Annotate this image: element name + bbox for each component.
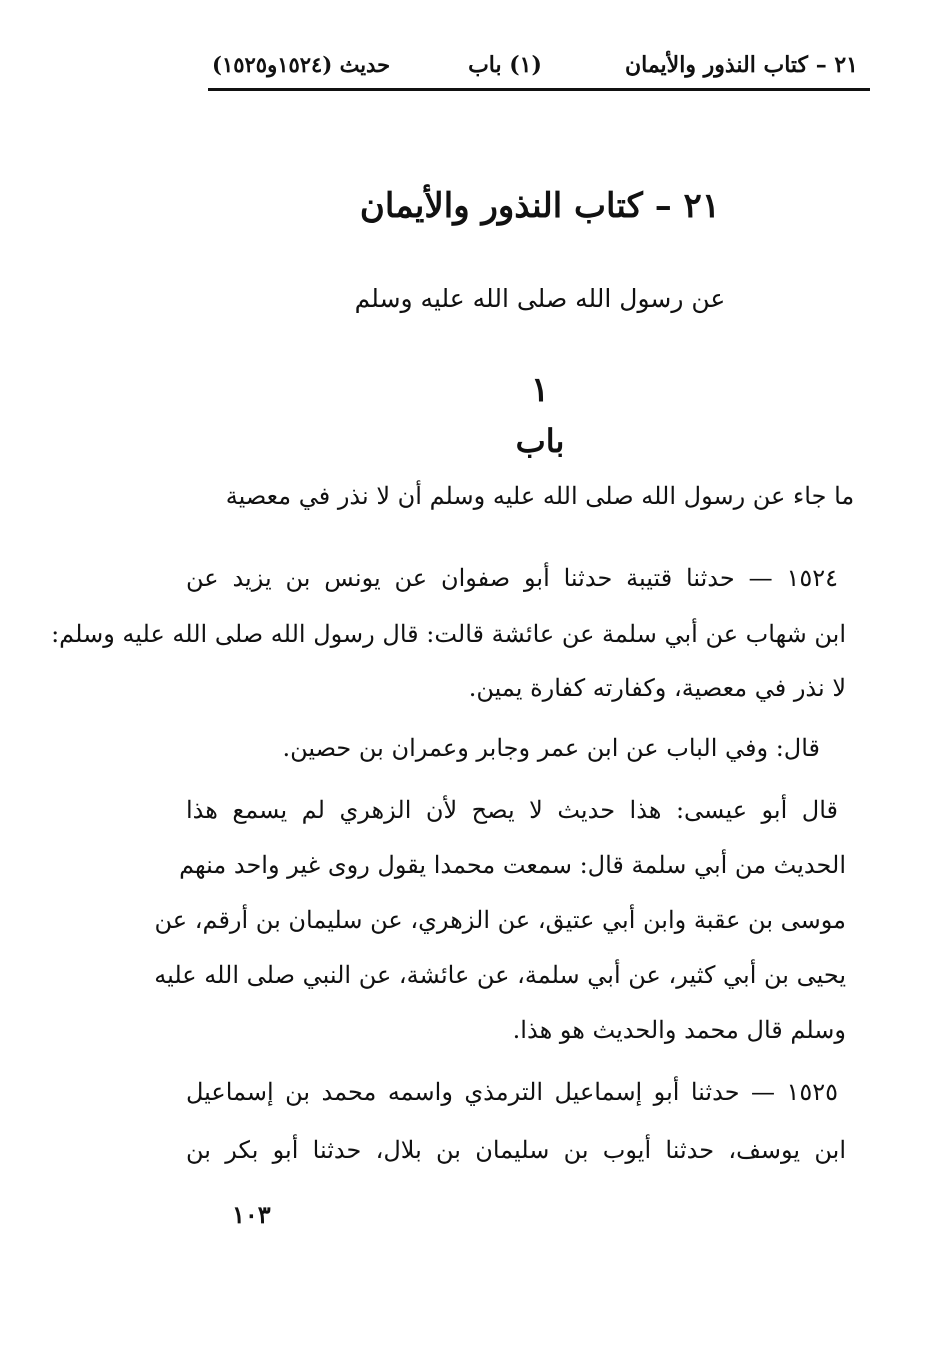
running-header-hadith-range: حديث (١٥٢٤و١٥٢٥) bbox=[212, 52, 391, 77]
chapter-label: باب bbox=[515, 422, 565, 460]
body-line: ١٥٢٥ — حدثنا أبو إسماعيل الترمذي واسمه محمد بن إسماعيل bbox=[186, 1078, 839, 1106]
body-line: الحديث من أبي سلمة قال: سمعت محمدا يقول روى غير واحد منهم bbox=[179, 851, 846, 879]
header-rule bbox=[208, 88, 870, 91]
body-line: ابن يوسف، حدثنا أيوب بن سليمان بن بلال، حدثنا أبو بكر بن bbox=[186, 1136, 846, 1164]
body-line: وسلم قال محمد والحديث هو هذا. bbox=[512, 1016, 846, 1044]
running-header-book: ٢١ – كتاب النذور والأيمان bbox=[624, 52, 858, 78]
body-line: موسى بن عقبة وابن أبي عتيق، عن الزهري، عن سليمان بن أرقم، عن bbox=[154, 906, 846, 934]
body-line: قال أبو عيسى: هذا حديث لا يصح لأن الزهري لم يسمع هذا bbox=[186, 796, 838, 824]
body-line: يحيى بن أبي كثير، عن أبي سلمة، عن عائشة، عن النبي صلى الله عليه bbox=[154, 961, 846, 989]
body-line: قال: وفي الباب عن ابن عمر وجابر وعمران بن حصين. bbox=[282, 734, 820, 762]
chapter-number: ١ bbox=[530, 370, 550, 410]
book-title: ٢١ – كتاب النذور والأيمان bbox=[359, 186, 721, 226]
body-line: ١٥٢٤ — حدثنا قتيبة حدثنا أبو صفوان عن يونس بن يزيد عن bbox=[186, 564, 838, 592]
chapter-heading: ما جاء عن رسول الله صلى الله عليه وسلم أن لا نذر في معصية bbox=[225, 482, 855, 510]
body-line: لا نذر في معصية، وكفارته كفارة يمين. bbox=[468, 674, 846, 702]
page-number: ١٠٣ bbox=[232, 1200, 271, 1229]
body-line: ابن شهاب عن أبي سلمة عن عائشة قالت: قال رسول الله صلى الله عليه وسلم: bbox=[51, 620, 846, 648]
running-header-chapter: (١) باب bbox=[468, 52, 542, 78]
book-subtitle: عن رسول الله صلى الله عليه وسلم bbox=[354, 284, 726, 313]
